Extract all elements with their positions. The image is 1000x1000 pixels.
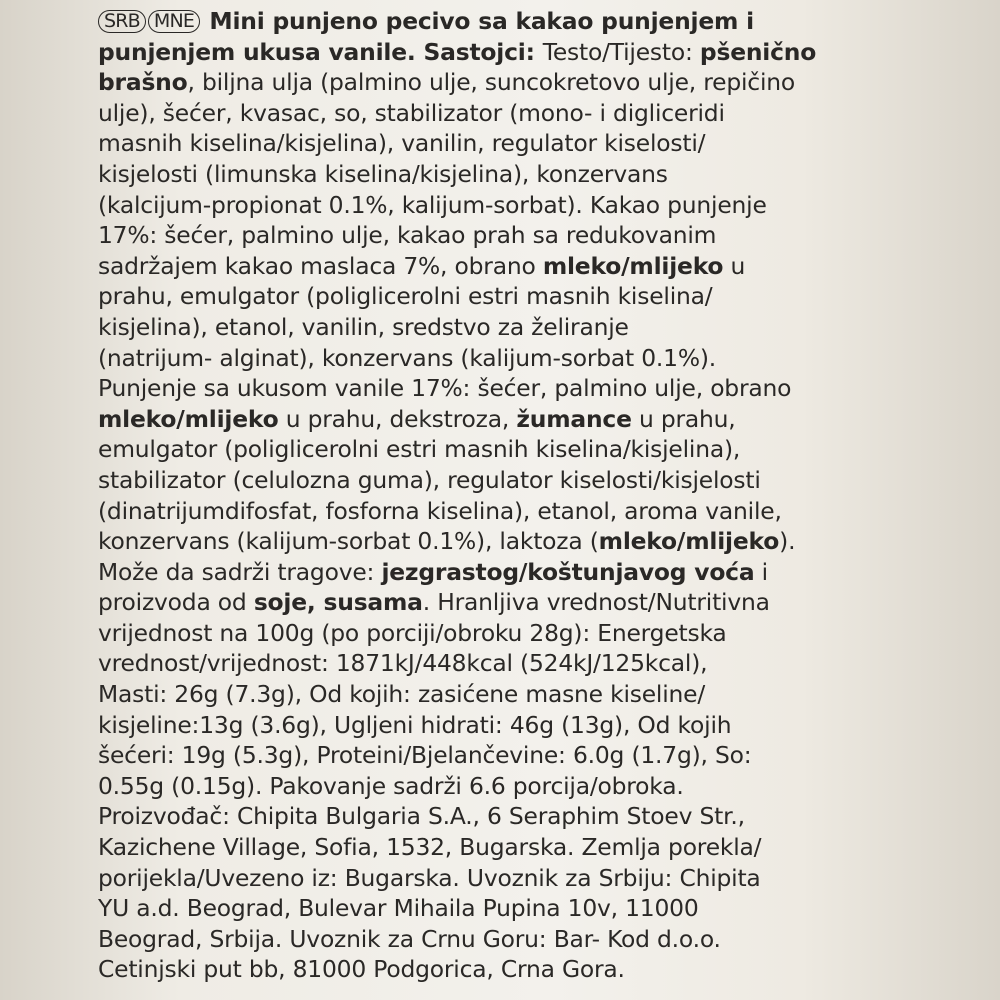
label-line [98,496,998,527]
label-text: emulgator (poliglicerolni estri masnih kiselina/kisjelina), [98,435,741,464]
label-text: Testo/Tijesto: [542,37,700,66]
label-line [98,312,998,343]
label-text: 17%: šećer, palmino ulje, kakao prah sa redukovanim [98,221,717,250]
label-line [98,740,998,771]
label-text: i [754,557,768,586]
label-line [98,6,998,37]
label-line [98,587,998,618]
label-text-bold: žumance [516,404,632,433]
ingredients-label [98,6,998,985]
label-text: u [723,251,746,280]
label-text-bold: mleko/mlijeko [542,251,724,280]
label-text-bold: mleko/mlijeko [598,527,780,556]
label-line [98,893,998,924]
label-text: ulje), šećer, kvasac, so, stabilizator (mono- i digliceridi [98,98,725,127]
label-line [98,801,998,832]
label-text: šećeri: 19g (5.3g), Proteini/Bjelančevine: 6.0g (1.7g), So: [98,741,752,770]
label-line [98,434,998,465]
label-line [98,832,998,863]
label-text: masnih kiselina/kisjelina), vanilin, regulator kiselosti/ [98,129,706,158]
label-text: YU a.d. Beograd, Bulevar Mihaila Pupina 10v, 11000 [98,894,699,923]
label-line [98,465,998,496]
label-text: Cetinjski put bb, 81000 Podgorica, Crna Gora. [98,955,625,984]
label-text: konzervans (kalijum-sorbat 0.1%), laktoza ( [98,527,599,556]
label-line [98,37,998,68]
label-text: kisjelina), etanol, vanilin, sredstvo za želiranje [98,312,629,341]
label-line [98,128,998,159]
label-line [98,343,998,374]
country-code-badge: MNE [148,10,200,33]
label-line [98,924,998,955]
label-text: Može da sadrži tragove: [98,557,382,586]
country-code-badge: SRB [98,10,146,33]
label-text: . Hranljiva vrednost/Nutritivna [422,588,770,617]
label-line [98,190,998,221]
label-text: , biljna ulja (palmino ulje, suncokretovo ulje, repičino [187,68,795,97]
label-text: Beograd, Srbija. Uvoznik za Crnu Goru: Bar- Kod d.o.o. [98,924,721,953]
label-text-bold: punjenjem ukusa vanile. Sastojci: [98,37,543,66]
label-text-bold: soje, susama [253,588,423,617]
label-text: u prahu, dekstroza, [278,404,517,433]
label-line [98,220,998,251]
label-text: kisjelosti (limunska kiselina/kisjelina), konzervans [98,159,668,188]
label-text: stabilizator (celulozna guma), regulator kiselosti/kisjelosti [98,465,761,494]
label-text: 0.55g (0.15g). Pakovanje sadrži 6.6 porcija/obroka. [98,771,684,800]
label-text: proizvoda od [98,588,254,617]
label-line [98,771,998,802]
label-text-bold: mleko/mlijeko [98,404,279,433]
label-text: Punjenje sa ukusom vanile 17%: šećer, palmino ulje, obrano [98,374,792,403]
label-text-bold: jezgrastog/koštunjavog voća [381,557,755,586]
label-text: u prahu, [631,404,736,433]
label-text: vrijednost na 100g (po porciji/obroku 28g): Energetska [98,618,727,647]
label-line [98,404,998,435]
label-text: sadržajem kakao maslaca 7%, obrano [98,251,543,280]
label-line [98,67,998,98]
label-line [98,251,998,282]
label-line [98,679,998,710]
label-line [98,373,998,404]
label-text: Masti: 26g (7.3g), Od kojih: zasićene masne kiseline/ [98,680,706,709]
label-text-bold: Mini punjeno pecivo sa kakao punjenjem i [209,7,754,35]
label-line [98,618,998,649]
label-line [98,557,998,588]
label-line [98,648,998,679]
label-text: (kalcijum-propionat 0.1%, kalijum-sorbat). Kakao punjenje [98,190,767,219]
label-line [98,954,998,985]
label-text: (natrijum- alginat), konzervans (kalijum-sorbat 0.1%). [98,343,717,372]
label-text: ). [779,527,796,556]
label-line [98,281,998,312]
label-text: porijekla/Uvezeno iz: Bugarska. Uvoznik za Srbiju: Chipita [98,863,761,892]
label-text: Proizvođač: Chipita Bulgaria S.A., 6 Seraphim Stoev Str., [98,802,745,831]
label-text: Kazichene Village, Sofia, 1532, Bugarska. Zemlja porekla/ [98,833,762,862]
label-text: (dinatrijumdifosfat, fosforna kiselina), etanol, aroma vanile, [98,496,782,525]
label-line [98,98,998,129]
label-line [98,710,998,741]
label-line [98,526,998,557]
label-text: vrednost/vrijednost: 1871kJ/448kcal (524kJ/125kcal), [98,649,708,678]
label-line [98,159,998,190]
label-text-bold: pšenično [699,37,817,66]
label-line [98,863,998,894]
label-text-bold: brašno [98,68,188,97]
label-text: kisjeline:13g (3.6g), Ugljeni hidrati: 46g (13g), Od kojih [98,710,732,739]
label-text: prahu, emulgator (poliglicerolni estri masnih kiselina/ [98,282,713,311]
